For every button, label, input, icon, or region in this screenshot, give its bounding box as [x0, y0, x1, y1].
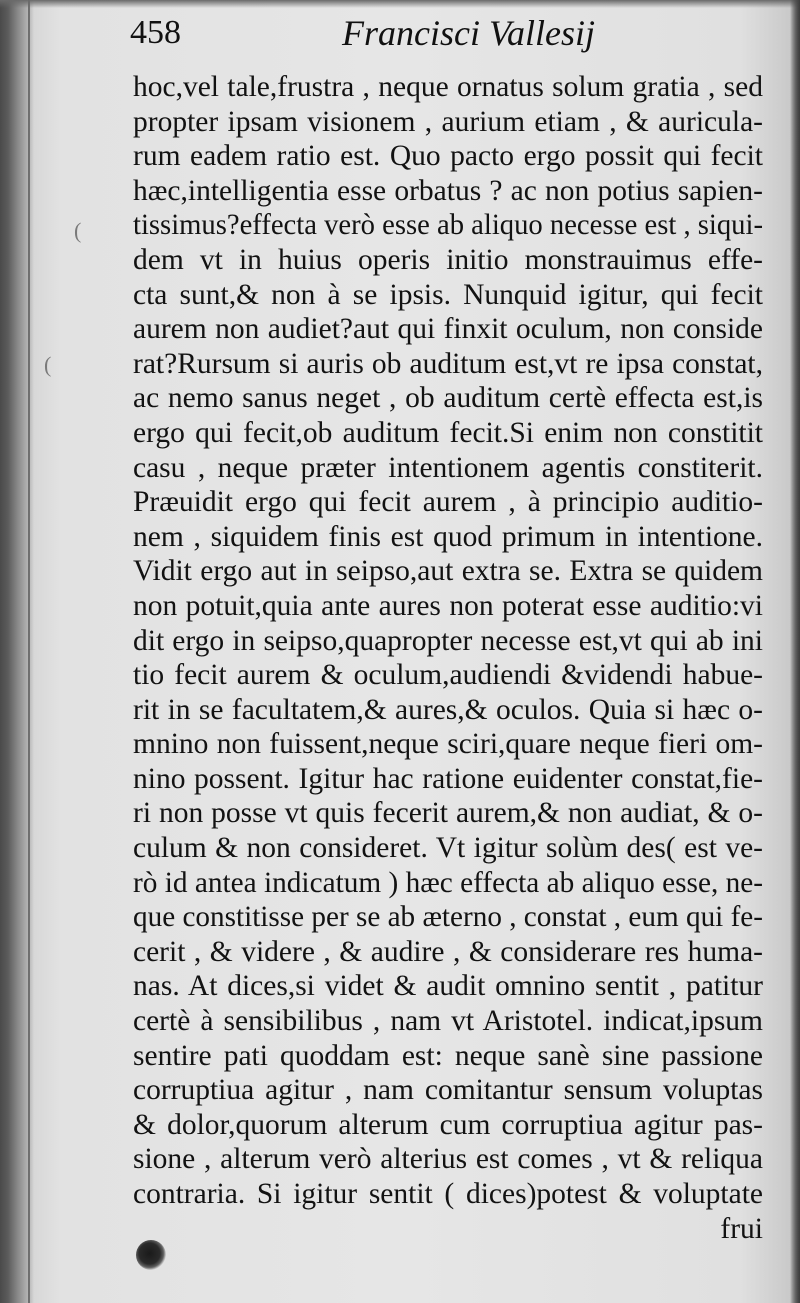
text-line: & dolor,quorum alterum cum corruptiua agitur pas- [133, 1108, 763, 1141]
text-line: ac nemo sanus neget , ob auditum certè effecta est,is [133, 382, 763, 415]
ink-blot [136, 1240, 166, 1270]
text-line: sione , alterum verò alterius est comes , vt & reliqua [133, 1143, 763, 1176]
text-line: ergo qui fecit,ob auditum fecit.Si enim non constitit [133, 416, 763, 449]
text-line: aurem non audiet?aut qui finxit oculum, non conside [133, 313, 763, 346]
page-number: 458 [130, 14, 181, 51]
text-line: Vidit ergo aut in seipso,aut extra se. Extra se quidem [133, 555, 763, 588]
running-head: Francisci Vallesij [342, 13, 595, 53]
text-line: corruptiua agitur , nam comitantur sensum voluptas [133, 1074, 763, 1107]
text-line: rum eadem ratio est. Quo pacto ergo possit qui fecit [133, 140, 763, 173]
text-line: rò id antea indicatum ) hæc effecta ab aliquo esse, ne- [133, 866, 764, 899]
text-line: hoc,vel tale,frustra , neque ornatus solum gratia , sed [133, 71, 763, 103]
text-line: contraria. Si igitur sentit ( dices)potest & voluptate [133, 1178, 763, 1210]
text-line: dem vt in huius operis initio monstrauimus effe- [133, 243, 763, 276]
text-line: culum & non consideret. Vt igitur solùm des( est ve- [133, 832, 763, 865]
text-line: dit ergo in seipso,quapropter necesse est,vt qui ab ini [133, 624, 763, 657]
text-line: sentire pati quoddam est: neque sanè sine passione [133, 1039, 763, 1072]
text-line: nino possent. Igitur hac ratione euidenter constat,fie- [133, 762, 763, 795]
text-line: hæc,intelligentia esse orbatus ? ac non potius sapien- [133, 174, 763, 207]
page-header [0, 6, 800, 56]
body-text [133, 70, 768, 1246]
margin-mark: ( [44, 352, 52, 377]
margin-mark: ( [74, 218, 82, 243]
text-line: rat?Rursum si auris ob auditum est,vt re ipsa constat, [133, 347, 763, 380]
right-edge-shadow [790, 0, 800, 1303]
text-line: mnino non fuissent,neque sciri,quare neque fieri om- [133, 728, 763, 761]
text-line: certè à sensibilibus , nam vt Aristotel. indicat,ipsum [133, 1005, 763, 1038]
text-line: cta sunt,& non à se ipsis. Nunquid igitur, qui fecit [133, 278, 763, 311]
text-line: nem , siquidem finis est quod primum in intentione. [133, 520, 763, 553]
text-line: tio fecit aurem & oculum,audiendi &videndi habue- [133, 659, 763, 692]
text-line: non potuit,quia ante aures non poterat esse auditio:vi [133, 589, 763, 622]
gutter-line [28, 0, 30, 1303]
text-line: que constitisse per se ab æterno , constat , eum qui fe- [133, 901, 763, 934]
text-line: rit in se facultatem,& aures,& oculos. Quia si hæc o- [133, 693, 763, 726]
text-line: casu , neque præter intentionem agentis constiterit. [133, 451, 763, 484]
text-line: ri non posse vt quis fecerit aurem,& non audiat, & o- [133, 797, 763, 830]
text-line: Præuidit ergo qui fecit aurem , à principio auditio- [133, 486, 763, 519]
text-line: cerit , & videre , & audire , & considerare res huma- [133, 935, 763, 968]
text-line: nas. At dices,si videt & audit omnino sentit , patitur [133, 970, 763, 1003]
catchword: frui [720, 1212, 763, 1245]
text-line: tissimus?effecta verò esse ab aliquo necesse est , siqui- [133, 209, 763, 242]
text-line: propter ipsam visionem , aurium etiam , & auricula- [133, 105, 763, 138]
